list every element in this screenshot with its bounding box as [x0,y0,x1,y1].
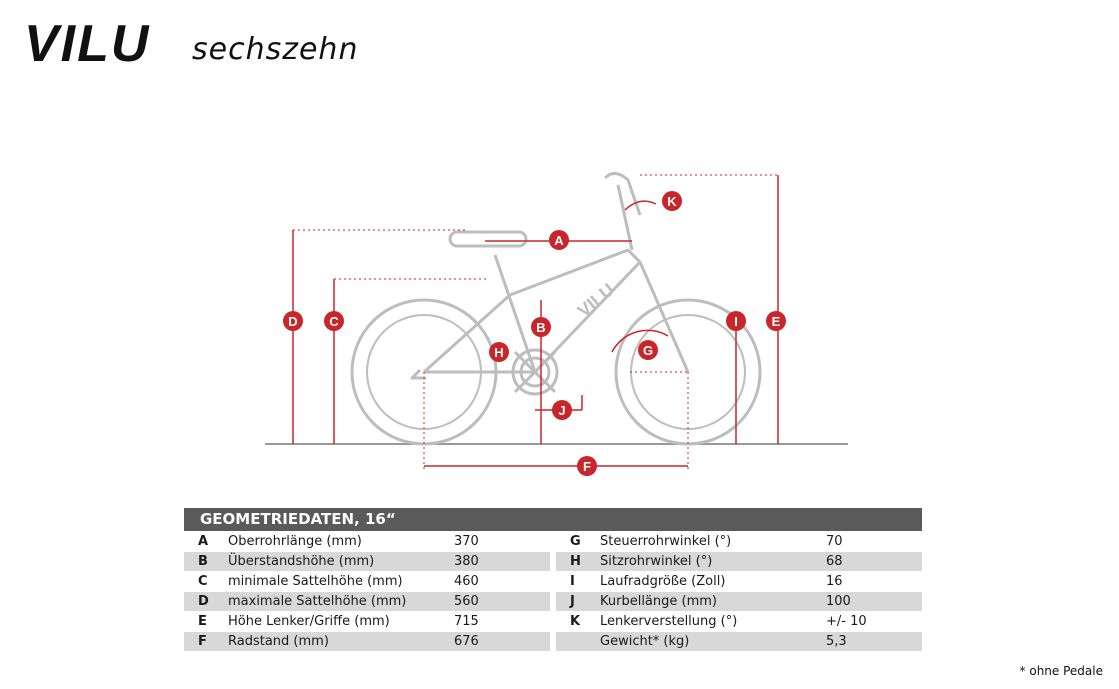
svg-text:H: H [494,345,504,360]
table-row: Gewicht* (kg) 5,3 [556,632,922,651]
marker-h [489,342,509,362]
marker-i [726,311,746,331]
marker-c [324,311,344,331]
svg-text:J: J [558,403,566,418]
marker-d [283,311,303,331]
marker-b [531,317,551,337]
marker-j [552,400,572,420]
table-left-column [184,532,550,652]
marker-g [638,340,658,360]
geometry-table [184,508,922,652]
table-row: G Steuerrohrwinkel (°) 70 [570,534,843,549]
table-row: A Oberrohrlänge (mm) 370 [198,534,479,549]
marker-e [766,311,786,331]
table-row: J Kurbellänge (mm) 100 [556,592,922,611]
table-row: E Höhe Lenker/Griffe (mm) 715 [198,614,479,629]
marker-f [577,456,597,476]
dimension-markers [283,191,786,476]
svg-text:G: G [642,343,654,358]
marker-k [662,191,682,211]
footnote: * ohne Pedale [1019,664,1103,678]
brand-wordmark: VILU [24,15,151,70]
table-row: F Radstand (mm) 676 [184,632,550,651]
table-row: H Sitzrohrwinkel (°) 68 [556,552,922,571]
svg-text:F: F [583,459,591,474]
svg-text:D: D [288,314,298,329]
table-row: B Überstandshöhe (mm) 380 [184,552,550,571]
table-row: K Lenkerverstellung (°) +/- 10 [570,614,867,629]
svg-text:C: C [329,314,339,329]
table-row: I Laufradgröße (Zoll) 16 [570,574,843,589]
model-name: sechszehn [192,32,359,67]
table-right-column [556,532,922,652]
bike-frame [412,173,688,394]
svg-text:E: E [771,314,781,329]
svg-text:B: B [536,320,546,335]
svg-text:I: I [734,314,738,329]
svg-text:A: A [554,233,564,248]
table-title: GEOMETRIEDATEN, 16“ [184,508,922,531]
marker-a [549,230,569,250]
table-row: D maximale Sattelhöhe (mm) 560 [184,592,550,611]
table-row: C minimale Sattelhöhe (mm) 460 [198,574,479,589]
svg-text:K: K [667,194,677,209]
frame-logo: VILU [573,279,618,322]
